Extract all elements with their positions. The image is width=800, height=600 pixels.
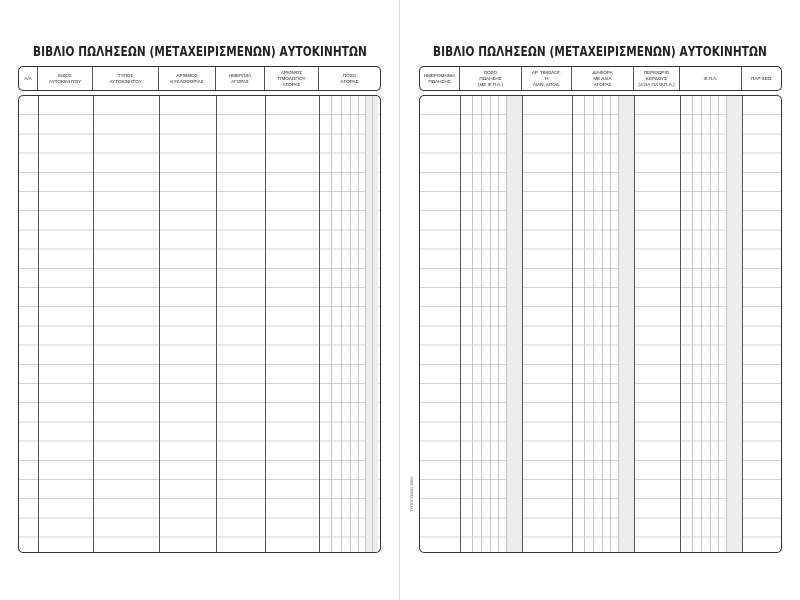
col-header-difference: ΔΙΑΦΟΡΑ ΜΕ ΑΞΙΑ ΑΓΟΡΑΣ xyxy=(572,67,634,90)
col-header-car-kind: ΕΙΔΟΣ ΑΥΤΟΚΙΝΗΤΟΥ xyxy=(38,67,93,90)
col-header-aa: Α/Α xyxy=(19,67,38,90)
right-page xyxy=(400,0,800,600)
col-header-car-type: ΤΥΠΟΣ ΑΥΤΟΚΙΝΗΤΟΥ xyxy=(93,67,159,90)
col-header-vat: Φ.Π.Α. xyxy=(680,67,742,90)
right-page-title: ΒΙΒΛΙΟ ΠΩΛΗΣΕΩΝ (ΜΕΤΑΧΕΙΡΙΣΜΕΝΩΝ) ΑΥΤΟΚΙΝΗΤΩΝ xyxy=(433,44,767,60)
col-header-sale-amount: ΠΟΣΟ ΠΩΛΗΣΗΣ (ΜΕ Φ.Π.Α.) xyxy=(460,67,522,90)
right-table-body xyxy=(419,95,782,553)
left-header-row xyxy=(18,66,381,91)
left-ruled-rows xyxy=(19,96,380,552)
col-header-purchase-date: ΗΜΕΡ/ΝΙΑ ΑΓΟΡΑΣ xyxy=(216,67,265,90)
printer-imprint: ΤΥΠΟΓΡΑΦΕΙ ΒΙΒΛ. xyxy=(409,475,414,512)
right-header-row xyxy=(419,66,782,91)
left-table-body xyxy=(18,95,381,553)
col-header-invoice-receipt: ΑΡ. ΤΙΜΟΛΟΓ. Ή ΛΙΑΝ. ΑΠΟΔ. xyxy=(522,67,572,90)
col-header-plate-number: ΑΡΙΘΜΟΣ ΚΥΚΛΟΦΟΡΙΑΣ xyxy=(159,67,216,90)
col-header-sale-date: ΗΜΕΡΟΜΗΝΙΑ ΠΩΛΗΣΗΣ xyxy=(420,67,460,90)
col-header-purchase-amount: ΠΟΣΟ ΑΓΟΡΑΣ xyxy=(340,72,359,84)
col-header-purchase-invoice: ΑΡΙΘΜΟΣ ΤΙΜΟΛΟΓΙΟΥ ΑΓΟΡΑΣ xyxy=(265,67,319,90)
left-page-title: ΒΙΒΛΙΟ ΠΩΛΗΣΕΩΝ (ΜΕΤΑΧΕΙΡΙΣΜΕΝΩΝ) ΑΥΤΟΚΙΝΗΤΩΝ xyxy=(33,44,367,60)
col-header-profit-margin: ΠΕΡΙΘΩΡΙΟ ΚΕΡΔΟΥΣ (ΑΞΙΑ ΓΙΑ Φ.Π.Α.) xyxy=(634,67,680,90)
col-header-remarks: ΠΑΡ-ΣΕΙΣ xyxy=(751,75,772,81)
